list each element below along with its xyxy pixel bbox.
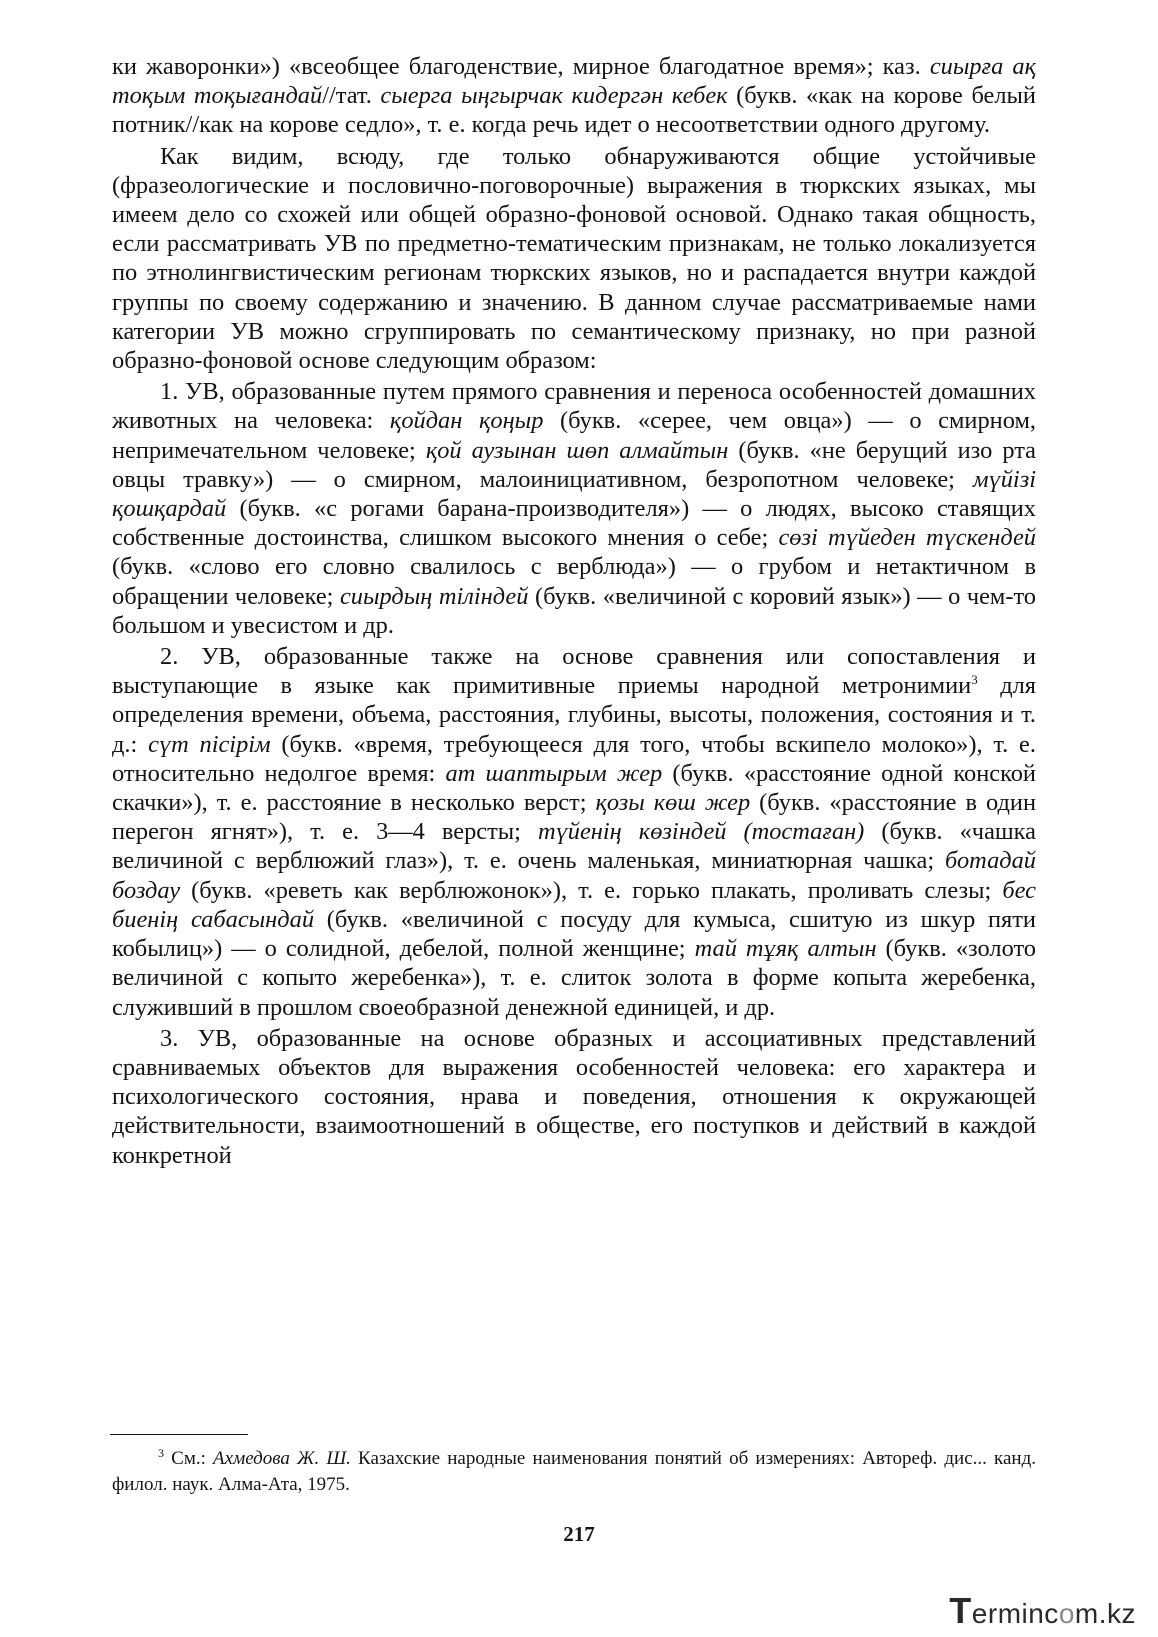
italic-term: сыерга ыңгырчак кидергән кебек	[380, 82, 728, 110]
text-run: См.:	[164, 1448, 214, 1469]
paragraph	[112, 1024, 1036, 1170]
text-run: (букв. «слово его словно свалилось с верблюда») — о грубом и нетактичном в обращении человеке;	[112, 553, 1036, 610]
paragraph	[112, 377, 1036, 640]
text-run: //тат.	[322, 82, 381, 110]
italic-term: қой аузынан шөп алмайтын	[425, 436, 729, 464]
text-run: (букв. «серее, чем овца») — о смирном, непримечательном человеке;	[112, 407, 1036, 464]
text-run: (букв. «реветь как верблюжонок»), т. е. горько плакать, проливать слезы;	[180, 876, 1003, 904]
italic-term: ат шаптырым жер	[445, 759, 663, 787]
text-run: (букв. «время, требующееся для того, чтобы вскипело молоко»), т. е. относительно недолгое время:	[112, 730, 1036, 787]
text-run: (букв. «величиной с посуду для кумыса, сшитую из шкур пяти кобылиц») — о солидной, дебелой, полной женщине;	[112, 905, 1036, 963]
italic-term: қозы көш жер	[595, 789, 751, 817]
watermark-logo	[949, 1590, 1136, 1632]
paragraph	[112, 142, 1036, 376]
text-run: Казахские народные наименования понятий об измерениях: Автореф. дис... канд. филол. наук. Алма-Ата, 1975.	[112, 1448, 1036, 1495]
watermark-domain: m.kz	[1074, 1598, 1136, 1629]
italic-term: тай тұяқ алтын	[694, 935, 877, 963]
text-run: 2. УВ, образованные также на основе сравнения или сопоставления и выступающие в языке как примитивные приемы народной метронимии	[112, 643, 1036, 700]
text-run: Как видим, всюду, где только обнаруживаются общие устойчивые (фразеологические и пословично-поговорочные) выражения в тюркских языках, мы имеем дело со схожей или общей образно-фоновой основой. Однако такая общность, если рассматривать УВ по предметно-тематическим признакам, не только локализуется по этнолингвистическим регионам тюркских языков, но и распадается внутри каждой группы по своему содержанию и значению. В данном случае рассматриваемые нами категории УВ можно сгруппировать по семантическому признаку, но при разной образно-фоновой основе следующим образом:	[112, 142, 1036, 375]
footnote-ref: 3	[971, 672, 978, 688]
text-run: (букв. «величиной с коровий язык») — о чем-то большом и увесистом и др.	[112, 582, 1037, 639]
page-number: 217	[563, 1522, 595, 1546]
text-run: (букв. «не берущий изо рта овцы травку») — о смирном, малоинициативном, безропотном человеке;	[112, 436, 1036, 493]
text-run: ки жаворонки») «всеобщее благоденствие, мирное благодатное время»; каз.	[112, 53, 930, 80]
italic-term: сиырдың тіліндей	[339, 582, 529, 610]
italic-term: сүт пісірім	[148, 730, 271, 758]
text-run: (букв. «расстояние в один перегон ягнят»), т. е. 3—4 версты;	[112, 789, 1036, 846]
italic-term: бес биенің сабасындай	[112, 876, 1036, 933]
watermark-o: o	[1058, 1598, 1075, 1629]
italic-term: Ахмедова Ж. Ш.	[213, 1448, 351, 1469]
italic-term: сиырға ақ тоқым тоқығандай	[112, 53, 1036, 110]
italic-term: қойдан қоңыр	[389, 407, 544, 435]
italic-term: түйенің көзіндей (тостаған)	[537, 818, 865, 846]
footnote-ref: 3	[158, 1446, 164, 1460]
page-body	[112, 52, 1036, 1170]
italic-term: ботадай боздау	[112, 847, 1036, 904]
paragraph	[112, 52, 1036, 140]
footnote-divider	[110, 1434, 248, 1435]
paragraph	[112, 642, 1036, 1022]
italic-term: мүйізі қошқардай	[112, 465, 1036, 523]
text-run: (букв. «расстояние одной конской скачки»), т. е. расстояние в несколько верст;	[112, 759, 1036, 817]
italic-term: сөзі түйеден түскендей	[778, 524, 1036, 552]
text-run: 3. УВ, образованные на основе образных и ассоциативных представлений сравниваемых объектов для выражения особенностей человека: его характера и психологического состояния, нрава и поведения, отношения к окружающей действительности, взаимоотношений в обществе, его поступков и действий в каждой конкретной	[112, 1024, 1036, 1169]
text-run: (букв. «чашка величиной с верблюжий глаз»), т. е. очень маленькая, миниатюрная чашка;	[112, 818, 1036, 875]
text-run: (букв. «как на корове белый потник//как на корове седло», т. е. когда речь идет о несоответствии одного другому.	[112, 82, 1036, 139]
footnote	[112, 1446, 1036, 1498]
text-run: для определения времени, объема, расстояния, глубины, высоты, положения, состояния и т. д.:	[112, 672, 1036, 758]
watermark-text: erminc	[971, 1598, 1059, 1629]
text-run: (букв. «золото величиной с копыто жеребенка»), т. е. слиток золота в форме копыта жеребенка, служивший в прошлом своеобразной денежной единицей, и др.	[112, 935, 1036, 1021]
text-run: (букв. «с рогами барана-производителя») — о людях, высоко ставящих собственные достоинства, слишком высокого мнения о себе;	[112, 495, 1036, 552]
watermark-letter: T	[949, 1590, 972, 1631]
text-run: 1. УВ, образованные путем прямого сравнения и переноса особенностей домашних животных на человека:	[112, 378, 1036, 435]
